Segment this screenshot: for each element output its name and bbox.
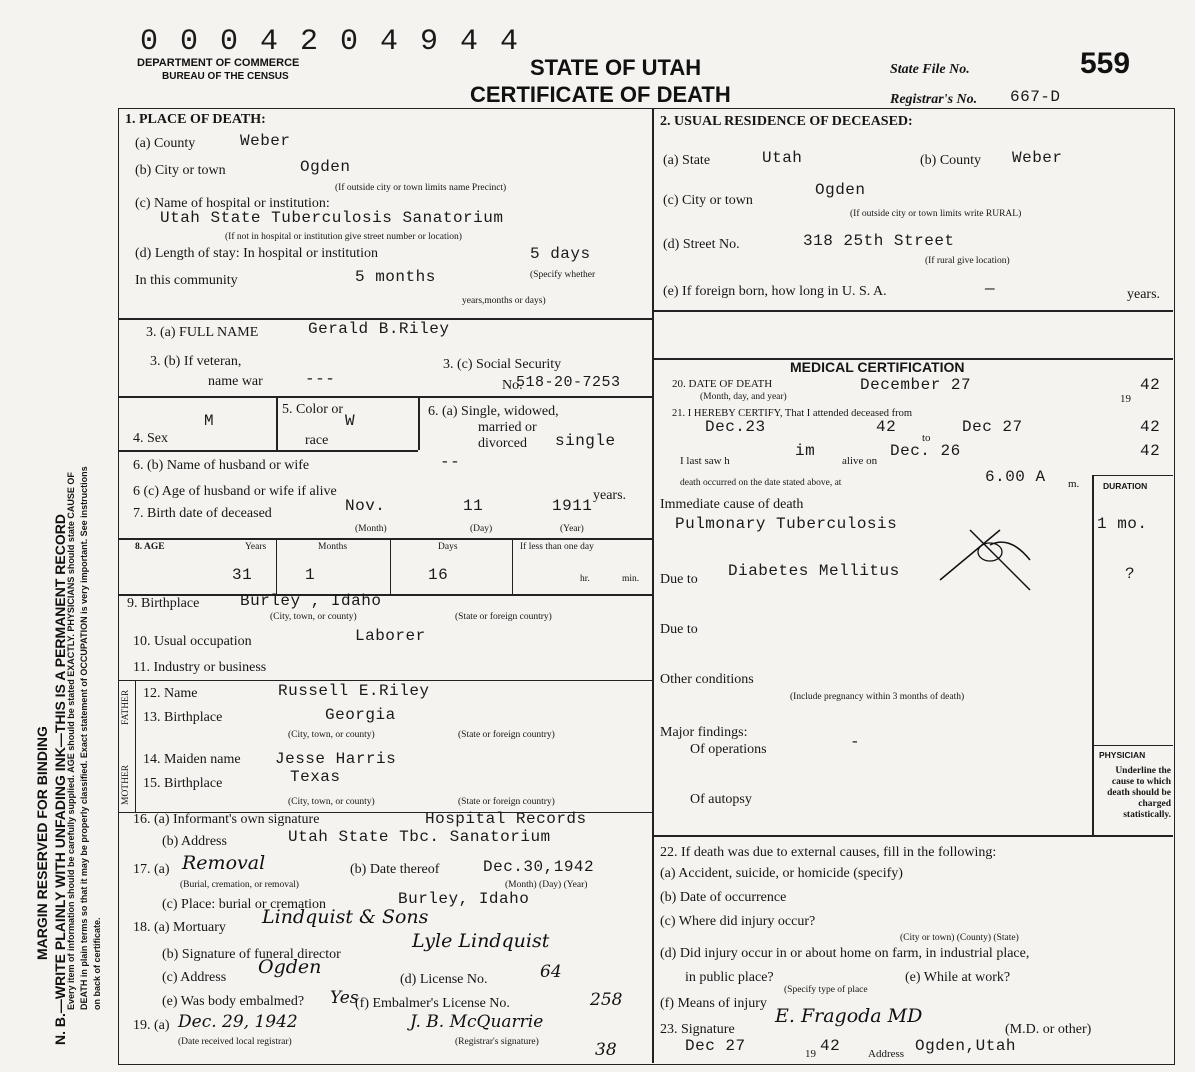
pregnancy-note: (Include pregnancy within 3 months of death): [790, 692, 965, 702]
hospital-value: Utah State Tuberculosis Sanatorium: [160, 209, 504, 227]
of-operations-label: Of operations: [690, 742, 767, 757]
ssn-label: 3. (c) Social Security: [443, 357, 562, 372]
residence-city-value: Ogden: [815, 181, 866, 199]
age-years-label: Years: [245, 542, 267, 552]
registrar-label: Registrar's No.: [890, 92, 978, 107]
age-div-1: [276, 538, 277, 594]
external-d-label: (d) Did injury occur in or about home on farm, in industrial place,: [660, 946, 1030, 961]
state-file-label: State File No.: [890, 62, 970, 77]
attended-from-value: Dec.23: [705, 418, 766, 436]
physician-signature-value: E. Fragoda MD: [775, 1005, 923, 1027]
immediate-cause-value: Pulmonary Tuberculosis: [675, 515, 898, 533]
mother-birthplace-label: 15. Birthplace: [143, 776, 223, 791]
sex-box-divider-1: [276, 398, 278, 450]
ssn-value: 518-20-7253: [516, 374, 621, 391]
marital-value: single: [555, 432, 616, 450]
residence-state-label: (a) State: [663, 153, 711, 168]
external-b-label: (b) Date of occurrence: [660, 890, 787, 905]
registrar-received-note: (Date received local registrar): [178, 1037, 292, 1047]
birth-year-value: 1911: [552, 497, 593, 515]
death-time-m: m.: [1068, 478, 1080, 490]
death-occurred-label: death occurred on the date stated above, at: [680, 478, 842, 488]
removal-date-label: (b) Date thereof: [350, 862, 440, 877]
father-state-note: (State or foreign country): [458, 730, 555, 740]
last-saw-him: im: [795, 442, 816, 460]
informant-label: 16. (a) Informant's own signature: [133, 812, 320, 827]
physician-header: PHYSICIAN: [1099, 750, 1146, 760]
certify-label: 21. I HEREBY CERTIFY, That I attended deceased from: [672, 408, 913, 419]
due-to-1-value: Diabetes Mellitus: [728, 562, 900, 580]
embalmer-license-value: 258: [590, 990, 623, 1010]
death-city-value: Ogden: [300, 158, 351, 176]
age-months-value: 1: [305, 566, 316, 584]
due-to-1-label: Due to: [660, 572, 698, 587]
funeral-director-value: Lyle Lindquist: [412, 930, 550, 952]
date-of-death-19: 19: [1120, 393, 1131, 405]
birthplace-label: 9. Birthplace: [127, 596, 200, 611]
age-box-top: [118, 538, 652, 540]
signature-date-value: Dec 27: [685, 1037, 746, 1055]
spouse-value: --: [440, 453, 461, 471]
date-of-death-year: 42: [1140, 376, 1161, 394]
duration-1-value: 1 mo.: [1097, 515, 1148, 533]
bureau-label: BUREAU OF THE CENSUS: [162, 71, 289, 82]
registrar-signature-note: (Registrar's signature): [455, 1037, 539, 1047]
parents-side-line: [135, 680, 136, 812]
birth-day-value: 11: [463, 497, 484, 515]
external-heading: 22. If death was due to external causes, fill in the following:: [660, 845, 997, 860]
residence-street-note: (If rural give location): [925, 256, 1010, 266]
sex-box-bottom: [118, 450, 418, 452]
sex-box-divider-2: [418, 398, 420, 450]
mother-name-value: Jesse Harris: [275, 750, 397, 768]
physician-signature-label: 23. Signature: [660, 1022, 735, 1037]
date-of-death-sub: (Month, day, and year): [700, 392, 787, 402]
due-to-2-label: Due to: [660, 622, 698, 637]
father-birthplace-value: Georgia: [325, 706, 396, 724]
signature-date-year: 42: [820, 1037, 841, 1055]
sex-label: 4. Sex: [133, 431, 168, 446]
spouse-age-label: 6 (c) Age of husband or wife if alive: [133, 484, 337, 499]
residence-street-value: 318 25th Street: [803, 232, 955, 250]
birth-month-note: (Month): [355, 524, 387, 534]
full-name-value: Gerald B.Riley: [308, 320, 450, 338]
registrar-received-value: Dec. 29, 1942: [178, 1012, 298, 1032]
registrar-mark: 38: [595, 1040, 617, 1060]
of-operations-value: -: [850, 733, 861, 751]
father-side-label: FATHER: [121, 689, 131, 725]
age-div-2: [390, 538, 391, 594]
physician-address-value: Ogden,Utah: [915, 1037, 1017, 1055]
color-value: W: [345, 412, 356, 430]
duration-header: DURATION: [1103, 481, 1148, 491]
margin-note-3: on back of certificate.: [92, 917, 102, 1010]
community-value: 5 months: [355, 268, 436, 286]
race-label: race: [305, 433, 329, 448]
mother-name-label: 14. Maiden name: [143, 752, 241, 767]
embalmed-value: Yes: [330, 988, 359, 1008]
physician-address-label: Address: [868, 1048, 905, 1060]
removal-date-note: (Month) (Day) (Year): [505, 880, 588, 890]
burial-place-value: Burley, Idaho: [398, 890, 530, 908]
state-title: STATE OF UTAH: [530, 55, 702, 80]
burial-note: (Burial, cremation, or removal): [180, 880, 299, 890]
last-saw-year: 42: [1140, 442, 1161, 460]
license-value: 64: [540, 962, 562, 982]
external-c-label: (c) Where did injury occur?: [660, 914, 816, 929]
removal-value: Removal: [182, 852, 266, 874]
registrar-received-label: 19. (a): [133, 1018, 170, 1033]
department-label: DEPARTMENT OF COMMERCE: [137, 57, 300, 69]
age-days-value: 16: [428, 566, 449, 584]
residence-city-label: (c) City or town: [663, 193, 753, 208]
mother-side-label: MOTHER: [121, 764, 131, 805]
duration-col-line: [1092, 475, 1094, 835]
registrar-signature-value: J. B. McQuarrie: [410, 1012, 544, 1032]
margin-instruction-text: N. B.—WRITE PLAINLY WITH UNFADING INK—THIS IS A PERMANENT RECORD: [52, 514, 68, 1045]
war-label: name war: [208, 374, 263, 389]
age-min-label: min.: [622, 574, 640, 584]
residence-street-label: (d) Street No.: [663, 237, 740, 252]
section-2-bottom: [652, 310, 1173, 312]
age-label: 8. AGE: [135, 542, 165, 552]
community-label: In this community: [135, 273, 238, 288]
marital-label-2: married or: [478, 420, 537, 435]
external-e-label: (e) While at work?: [905, 970, 1011, 985]
residence-city-note: (If outside city or town limits write RURAL): [850, 209, 1022, 219]
foreign-born-years: years.: [1127, 287, 1161, 302]
last-saw-label: I last saw h: [680, 455, 730, 467]
major-findings-label: Major findings:: [660, 725, 748, 740]
removal-date-value: Dec.30,1942: [483, 858, 595, 876]
cause-cross-marks: [930, 520, 1070, 600]
death-county-label: (a) County: [135, 136, 196, 151]
mortuary-address-label: (c) Address: [162, 970, 227, 985]
occupation-value: Laborer: [355, 627, 426, 645]
serial-number: 0 0 0 4 2 0 4 9 4 4: [140, 25, 521, 59]
embalmed-label: (e) Was body embalmed?: [162, 994, 305, 1009]
parents-box-top: [118, 680, 652, 681]
external-d-label-2: in public place?: [685, 970, 774, 985]
center-divider: [652, 108, 654, 1063]
community-note: years,months or days): [462, 296, 546, 306]
birth-day-note: (Day): [470, 524, 493, 534]
physician-note: Underline the cause to which death should be charged statistically.: [1107, 766, 1171, 820]
residence-county-label: (b) County: [920, 153, 982, 168]
full-name-label: 3. (a) FULL NAME: [146, 325, 259, 340]
attended-to-label: to: [922, 432, 931, 444]
md-label: (M.D. or other): [1005, 1022, 1092, 1037]
attended-to-value: Dec 27: [962, 418, 1023, 436]
last-saw-value: Dec. 26: [890, 442, 961, 460]
age-years-value: 31: [232, 566, 253, 584]
external-d-note: (Specify type of place: [784, 985, 868, 995]
spouse-age-years: years.: [593, 488, 627, 503]
age-days-label: Days: [438, 542, 458, 552]
residence-heading: 2. USUAL RESIDENCE OF DECEASED:: [660, 114, 913, 129]
age-div-3: [512, 538, 513, 594]
physician-hdr-line: [1092, 745, 1173, 746]
birthplace-note-2: (State or foreign country): [455, 612, 552, 622]
date-of-death-label: 20. DATE OF DEATH: [672, 378, 773, 390]
duration-2-value: ?: [1125, 565, 1136, 583]
other-conditions-label: Other conditions: [660, 672, 754, 687]
specify-note: (Specify whether: [530, 270, 596, 280]
embalmer-license-label: (f) Embalmer's License No.: [355, 996, 510, 1011]
death-time-value: 6.00 A: [985, 468, 1046, 486]
residence-state-value: Utah: [762, 149, 803, 167]
external-top: [652, 835, 1173, 837]
veteran-value: ---: [305, 370, 336, 388]
father-name-label: 12. Name: [143, 686, 198, 701]
sex-value: M: [204, 412, 215, 430]
length-of-stay-label: (d) Length of stay: In hospital or institution: [135, 246, 379, 261]
attended-from-year: 42: [876, 418, 897, 436]
foreign-born-value: —: [985, 280, 996, 298]
mortuary-address-value: Ogden: [258, 956, 322, 978]
mortuary-label: 18. (a) Mortuary: [133, 920, 226, 935]
external-f-label: (f) Means of injury: [660, 996, 767, 1011]
alive-on-label: alive on: [842, 455, 878, 467]
external-a-label: (a) Accident, suicide, or homicide (specify): [660, 866, 903, 881]
age-less-label: If less than one day: [520, 542, 594, 552]
medical-heading: MEDICAL CERTIFICATION: [790, 359, 965, 375]
industry-label: 11. Industry or business: [133, 660, 267, 675]
state-file-number: 559: [1080, 47, 1131, 80]
registrar-number: 667-D: [1010, 88, 1061, 106]
ssn-no-label: No.: [502, 378, 523, 393]
birthplace-note-1: (City, town, or county): [270, 612, 357, 622]
informant-address-value: Utah State Tbc. Sanatorium: [288, 828, 551, 846]
residence-county-value: Weber: [1012, 149, 1063, 167]
birth-year-note: (Year): [560, 524, 584, 534]
death-city-note: (If outside city or town limits name Precinct): [335, 183, 507, 193]
occupation-label: 10. Usual occupation: [133, 634, 252, 649]
color-label: 5. Color or: [282, 402, 344, 417]
father-city-note: (City, town, or county): [288, 730, 375, 740]
hospital-label: (c) Name of hospital or institution:: [135, 196, 330, 211]
signature-date-19: 19: [805, 1048, 816, 1060]
margin-note-1: Every item of information should be carefully supplied. AGE should be stated EXACTLY. PHYSICIANS should state CAUSE OF: [66, 472, 76, 1010]
marital-label-1: 6. (a) Single, widowed,: [428, 404, 559, 419]
date-of-death-value: December 27: [860, 376, 972, 394]
father-name-value: Russell E.Riley: [278, 682, 430, 700]
birth-month-value: Nov.: [345, 497, 386, 515]
mother-state-note: (State or foreign country): [458, 797, 555, 807]
hospital-note: (If not in hospital or institution give street number or location): [225, 232, 462, 242]
length-of-stay-value: 5 days: [530, 245, 591, 263]
age-months-label: Months: [318, 542, 348, 552]
death-city-label: (b) City or town: [135, 163, 226, 178]
mother-city-note: (City, town, or county): [288, 797, 375, 807]
duration-hdr-line: [1092, 475, 1173, 476]
burial-place-label: (c) Place: burial or cremation: [162, 897, 327, 912]
age-hr-label: hr.: [580, 574, 590, 584]
marital-label-3: divorced: [478, 436, 527, 451]
death-county-value: Weber: [240, 132, 291, 150]
place-of-death-heading: 1. PLACE OF DEATH:: [125, 112, 266, 127]
external-c-note: (City or town) (County) (State): [900, 933, 1019, 943]
immediate-cause-label: Immediate cause of death: [660, 497, 804, 512]
father-birthplace-label: 13. Birthplace: [143, 710, 223, 725]
spouse-label: 6. (b) Name of husband or wife: [133, 458, 310, 473]
margin-note-2: DEATH in plain terms so that it may be properly classified. Exact statement of OCCUPATION is very important. See instructions: [79, 466, 89, 1010]
birth-date-label: 7. Birth date of deceased: [133, 506, 272, 521]
informant-value: Hospital Records: [425, 810, 587, 828]
certificate-title: CERTIFICATE OF DEATH: [470, 82, 731, 107]
veteran-bottom: [118, 396, 652, 398]
mortuary-value: Lindquist & Sons: [262, 906, 429, 928]
funeral-director-label: (b) Signature of funeral director: [162, 947, 341, 962]
foreign-born-label: (e) If foreign born, how long in U. S. A.: [663, 284, 887, 299]
license-label: (d) License No.: [400, 972, 488, 987]
margin-binding-text: MARGIN RESERVED FOR BINDING: [34, 726, 50, 960]
removal-label: 17. (a): [133, 862, 170, 877]
mother-birthplace-value: Texas: [290, 768, 341, 786]
veteran-label: 3. (b) If veteran,: [150, 354, 242, 369]
attended-to-year: 42: [1140, 418, 1161, 436]
birthplace-value: Burley , Idaho: [240, 592, 382, 610]
of-autopsy-label: Of autopsy: [690, 792, 752, 807]
informant-address-label: (b) Address: [162, 834, 227, 849]
